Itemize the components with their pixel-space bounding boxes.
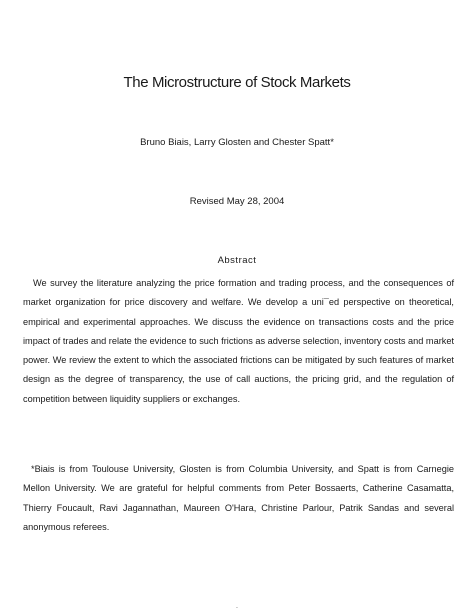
abstract-heading: Abstract (217, 255, 257, 266)
revision-date: Revised May 28, 2004 (189, 196, 285, 207)
paper-title: The Microstructure of Stock Markets (123, 74, 351, 91)
author-list: Bruno Biais, Larry Glosten and Chester Spatt* (140, 137, 334, 148)
author-footnote: *Biais is from Toulouse University, Glosten is from Columbia University, and Spatt is from Carnegie Mellon University. We are grateful for helpful comments from Peter Bossaerts, Catherine Casamatta, Thierry Foucault, Ravi Jagannathan, Maureen O'Hara, Christine Parlour, Patrik Sandas and several anonymous referees. (23, 464, 454, 532)
page-number: . (236, 603, 238, 610)
abstract-text: We survey the literature analyzing the price formation and trading process, and the consequences of market organization for price discovery and welfare. We develop a uni¯ed perspective on theoretical, empirical and experimental approaches. We discuss the evidence on transactions costs and the price impact of trades and relate the evidence to such frictions as adverse selection, inventory costs and market power. We review the extent to which the associated frictions can be mitigated by such features of market design as the degree of transparency, the use of call auctions, the pricing grid, and the regulation of competition between liquidity suppliers or exchanges. (23, 278, 455, 404)
